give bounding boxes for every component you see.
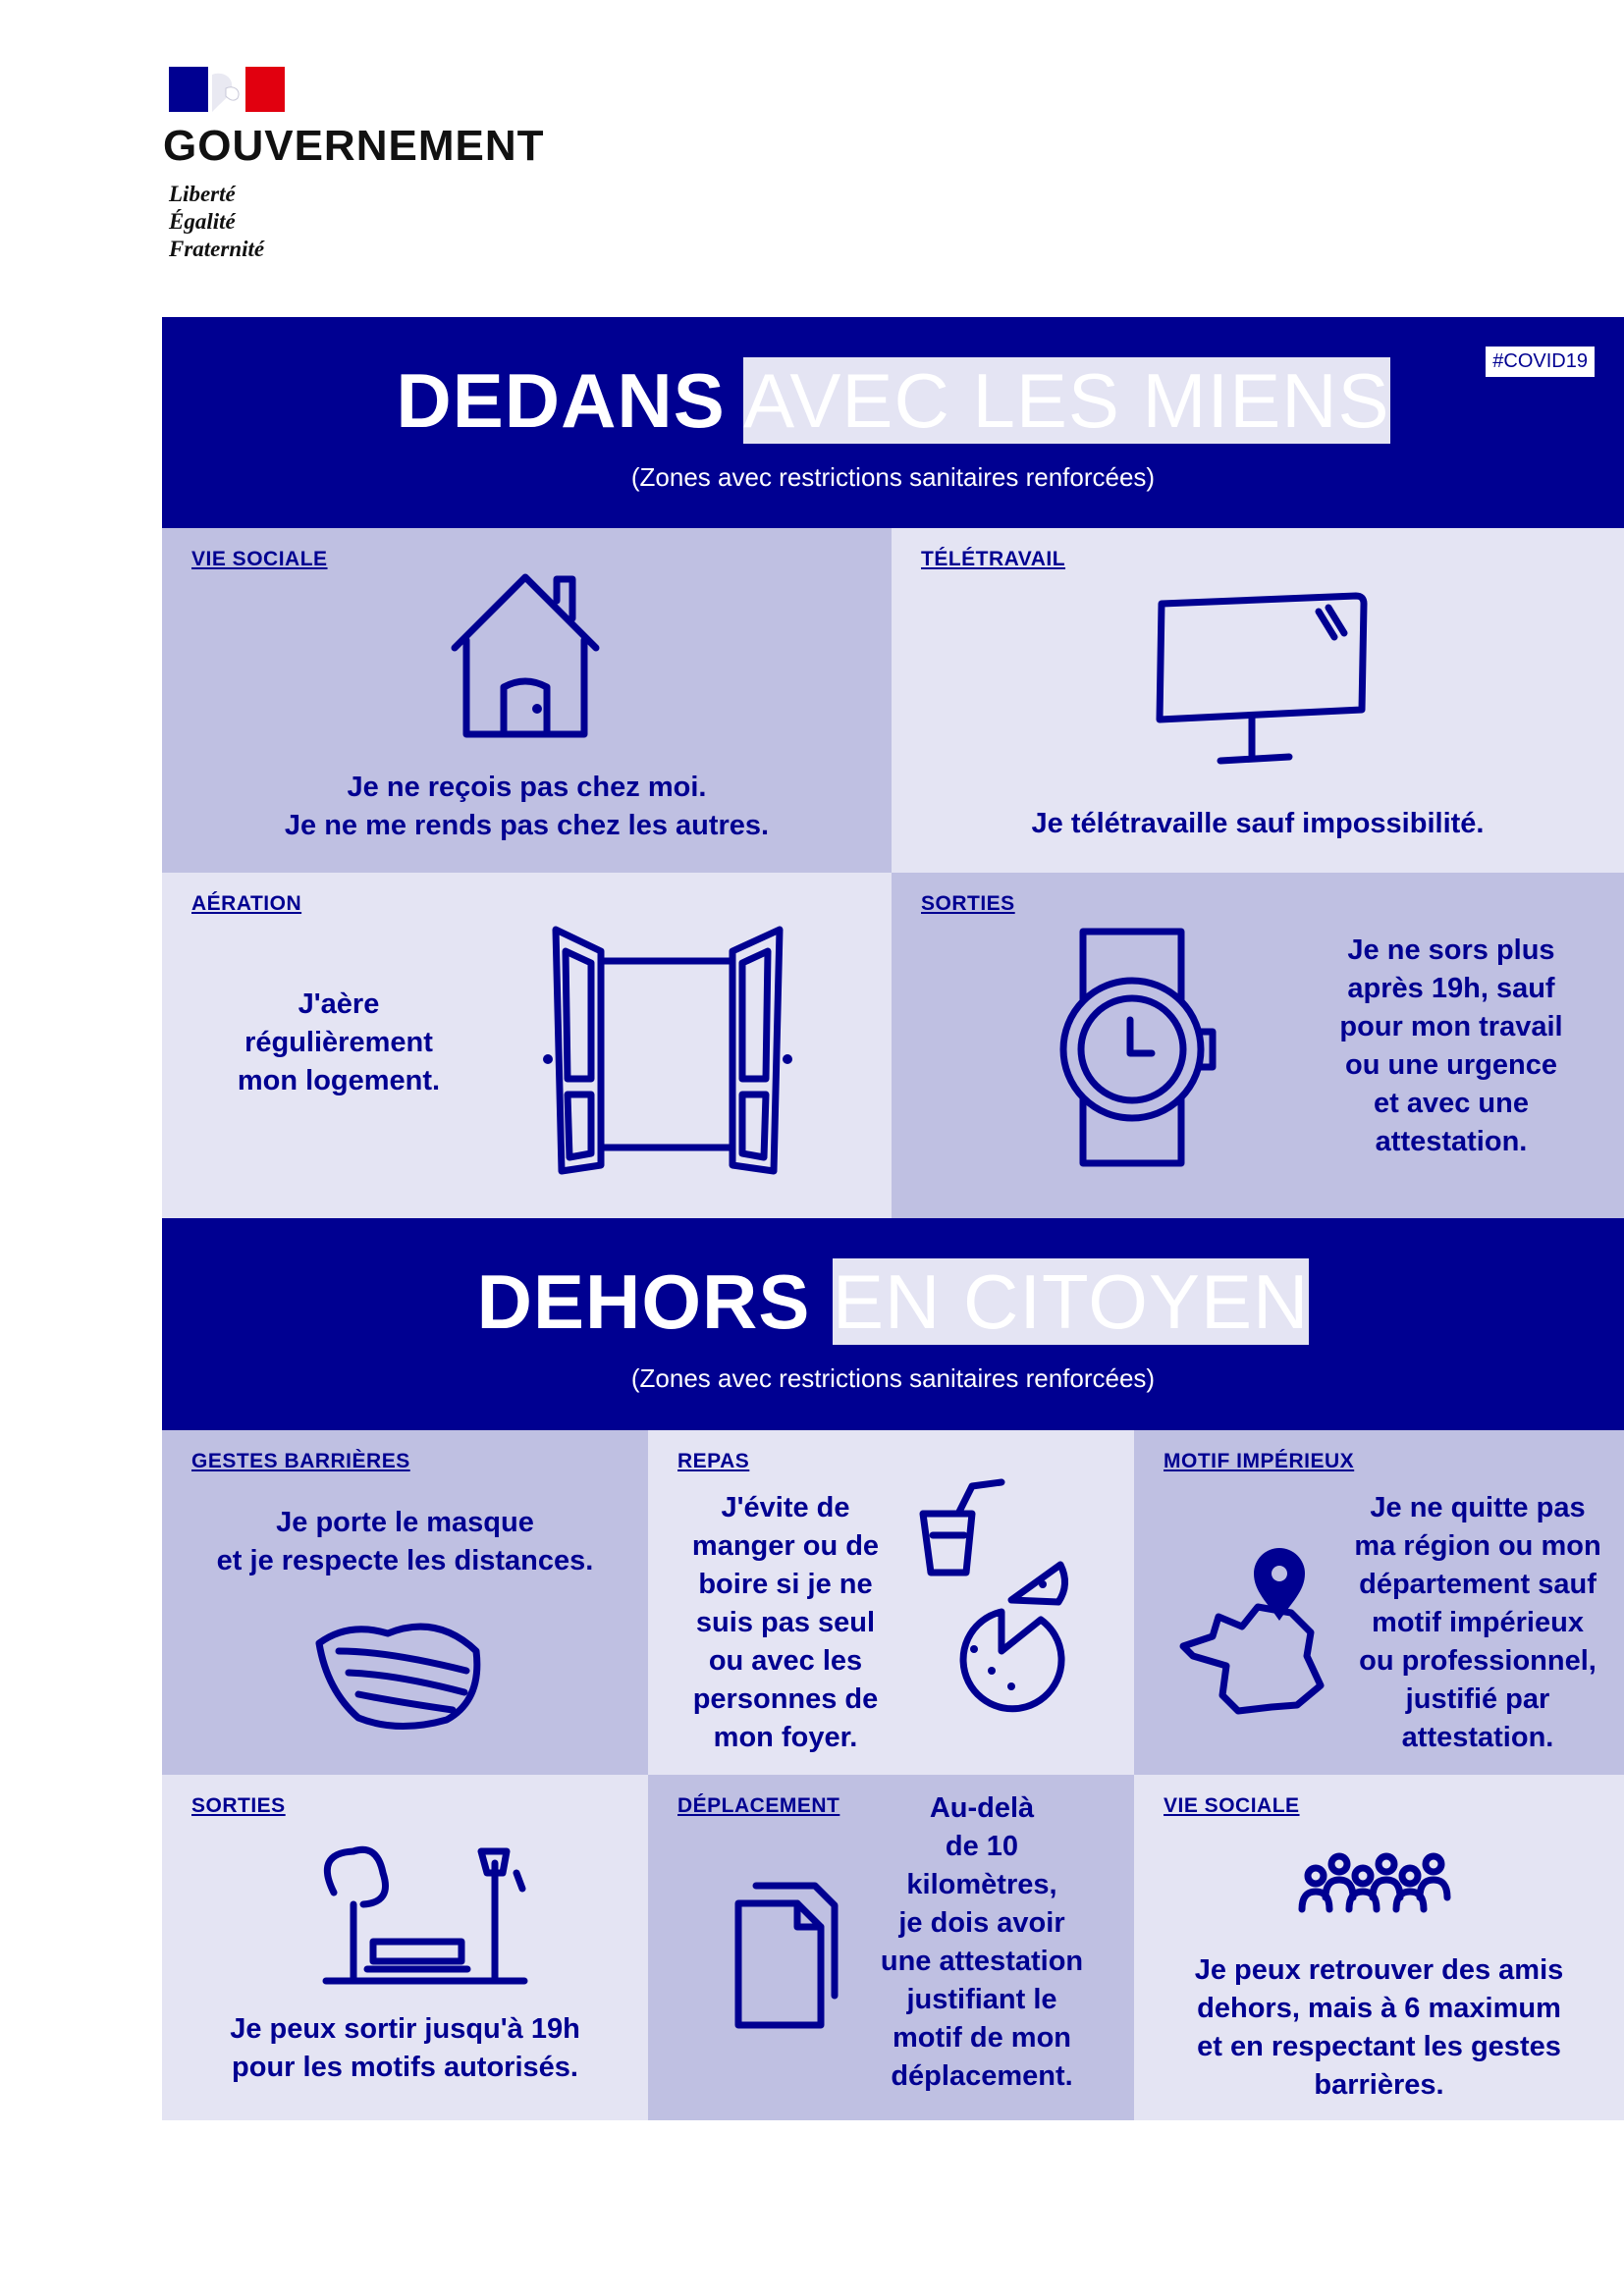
panel-vie-sociale-dehors (1134, 1775, 1624, 2120)
group-icon (1296, 1848, 1453, 1917)
panel-sorties-dedans (892, 873, 1624, 1218)
panel-label: GESTES BARRIÈRES (191, 1450, 410, 1472)
motto-egalite: Égalité (169, 209, 236, 234)
motto (169, 181, 264, 263)
covid-hashtag: #COVID19 (1486, 347, 1595, 377)
text-line: Je peux sortir jusqu'à 19h (230, 2013, 580, 2045)
panel-sorties-dehors (162, 1775, 648, 2120)
text-line: mon logement. (237, 1065, 441, 1096)
text-line: ou une urgence (1345, 1049, 1557, 1081)
text-line: Je peux retrouver des amis (1194, 1954, 1564, 1986)
text-line: manger ou de (691, 1530, 880, 1562)
text-line: attestation. (1375, 1126, 1528, 1157)
text-line: ou professionnel, (1359, 1645, 1597, 1677)
section2-title-light: EN CITOYEN (833, 1258, 1310, 1345)
text-line: boire si je ne (698, 1569, 873, 1600)
section1-banner (162, 317, 1624, 528)
section1-subtitle: (Zones avec restrictions sanitaires renforcées) (630, 462, 1156, 492)
panel-label: DÉPLACEMENT (677, 1794, 840, 1817)
panel-text (1304, 932, 1598, 1161)
panel-text (162, 1504, 648, 1580)
panel-vie-sociale-dedans (162, 528, 892, 873)
text-line: et en respectant les gestes (1197, 2031, 1561, 2062)
text-line: Je porte le masque (276, 1507, 534, 1538)
text-line: pour les motifs autorisés. (232, 2052, 578, 2083)
panel-gestes-barrieres (162, 1430, 648, 1775)
section2-subtitle: (Zones avec restrictions sanitaires renforcées) (630, 1363, 1156, 1393)
panel-text (864, 1789, 1100, 2096)
section2-banner (162, 1218, 1624, 1430)
text-line: dehors, mais à 6 maximum (1197, 1993, 1561, 2024)
house-icon (427, 550, 623, 746)
text-line: régulièrement (244, 1027, 433, 1058)
text-line: ma région ou mon (1354, 1530, 1601, 1562)
section1-title-light: AVEC LES MIENS (743, 357, 1390, 444)
motto-fraternite: Fraternité (169, 237, 265, 261)
government-wordmark: GOUVERNEMENT (163, 122, 545, 170)
text-line: Je ne quitte pas (1370, 1492, 1586, 1523)
text-line: je dois avoir (898, 1907, 1065, 1939)
panel-teletravail (892, 528, 1624, 873)
panel-label: VIE SOCIALE (191, 548, 328, 570)
section2-title (162, 1257, 1624, 1347)
text-line: attestation. (1401, 1722, 1554, 1753)
text-line: Je ne sors plus (1347, 934, 1555, 966)
panel-repas (648, 1430, 1134, 1775)
text-line: personnes de (692, 1683, 879, 1715)
mask-icon (309, 1612, 486, 1739)
panel-text (1134, 1951, 1624, 2105)
section2-title-bold: DEHORS (476, 1258, 811, 1345)
panel-deplacement (648, 1775, 1134, 2120)
republic-flag-logo (169, 67, 285, 112)
text-line: barrières. (1314, 2069, 1444, 2101)
text-line: justifié par (1405, 1683, 1550, 1715)
panel-label: SORTIES (191, 1794, 286, 1817)
text-line: kilomètres, (906, 1869, 1057, 1900)
documents-icon (727, 1878, 854, 2035)
text-line: Je ne me rends pas chez les autres. (284, 810, 770, 841)
panel-text (162, 2010, 648, 2087)
window-icon (540, 922, 795, 1177)
panel-label: TÉLÉTRAVAIL (921, 548, 1066, 570)
panel-text (892, 805, 1624, 843)
text-line: après 19h, sauf (1347, 973, 1555, 1004)
text-line: pour mon travail (1339, 1011, 1563, 1042)
france-map-pin-icon (1164, 1538, 1360, 1735)
panel-label: MOTIF IMPÉRIEUX (1164, 1450, 1355, 1472)
text-line: suis pas seul (695, 1607, 876, 1638)
panel-label: REPAS (677, 1450, 750, 1472)
park-bench-icon (314, 1843, 530, 1991)
panel-text (231, 986, 447, 1100)
text-line: de 10 (945, 1831, 1019, 1862)
panel-text (687, 1489, 884, 1757)
text-line: Je télétravaille sauf impossibilité. (1031, 808, 1485, 839)
text-line: une attestation (880, 1946, 1084, 1977)
panel-aeration (162, 873, 892, 1218)
text-line: motif de mon (892, 2022, 1072, 2054)
panel-text (1345, 1489, 1610, 1757)
text-line: et avec une (1374, 1088, 1529, 1119)
text-line: Je ne reçois pas chez moi. (347, 772, 707, 803)
text-line: J'aère (298, 988, 380, 1020)
text-line: département sauf (1359, 1569, 1597, 1600)
text-line: J'évite de (721, 1492, 850, 1523)
panel-motif-imperieux (1134, 1430, 1624, 1775)
text-line: Au-delà (929, 1792, 1035, 1824)
section1-title (162, 356, 1624, 446)
text-line: déplacement. (891, 2060, 1073, 2092)
text-line: motif impérieux (1372, 1607, 1584, 1638)
text-line: mon foyer. (713, 1722, 858, 1753)
drink-pizza-icon (913, 1474, 1110, 1730)
panel-label: SORTIES (921, 892, 1015, 915)
motto-liberte: Liberté (169, 182, 236, 206)
section1-title-bold: DEDANS (396, 357, 726, 444)
monitor-icon (1142, 582, 1378, 778)
text-line: et je respecte les distances. (216, 1545, 594, 1576)
panel-label: VIE SOCIALE (1164, 1794, 1300, 1817)
panel-text (162, 769, 892, 845)
text-line: justifiant le (906, 1984, 1057, 2015)
panel-label: AÉRATION (191, 892, 302, 915)
text-line: ou avec les (708, 1645, 863, 1677)
watch-icon (1044, 922, 1240, 1177)
